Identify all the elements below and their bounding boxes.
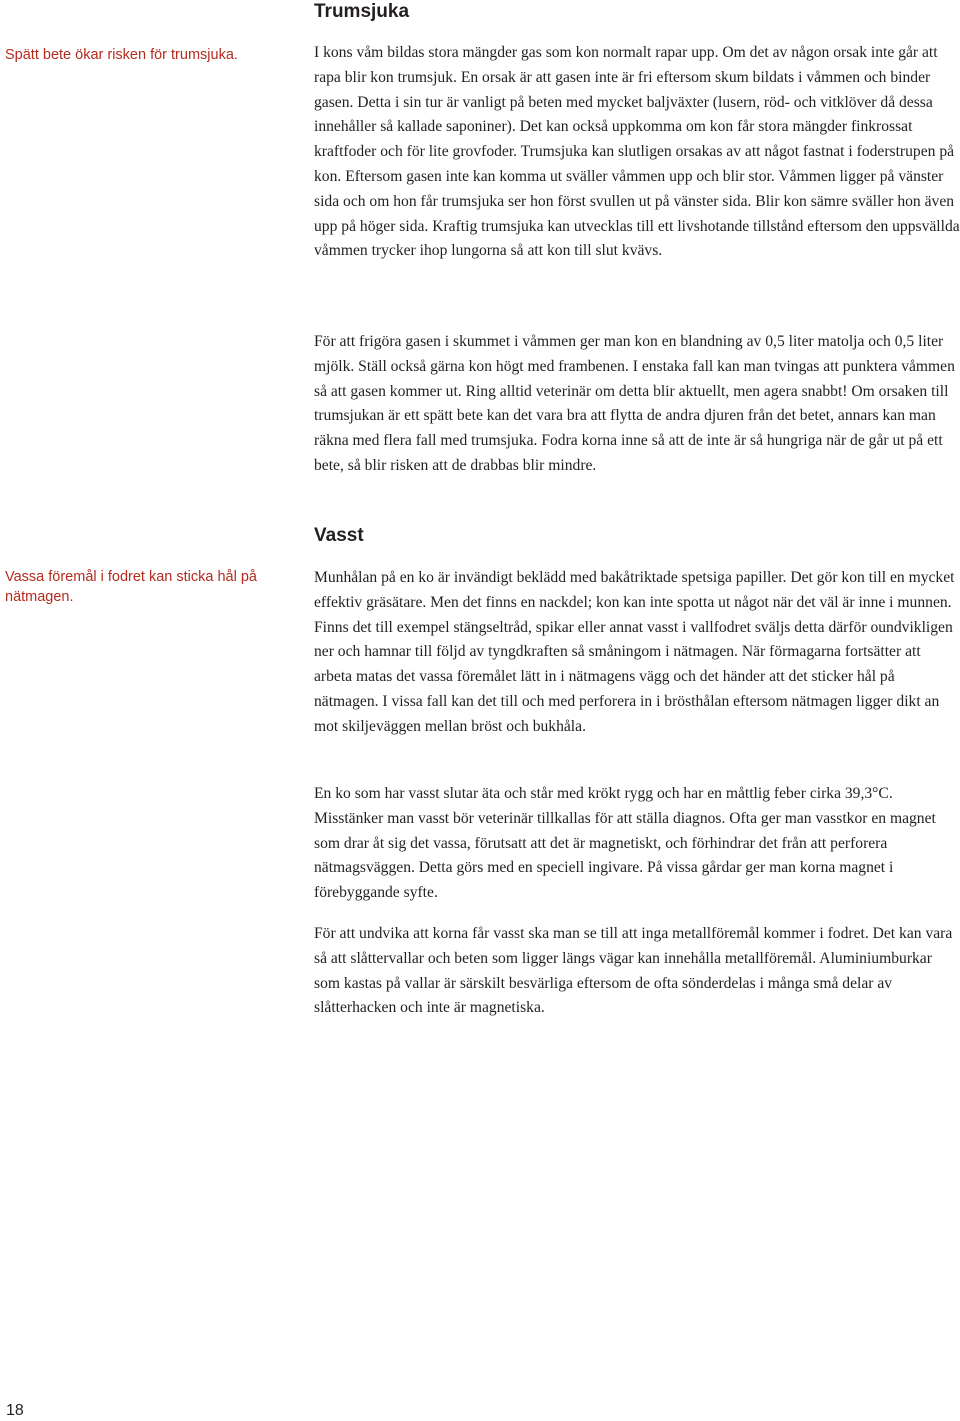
paragraph-trumsjuka-treatment: För att frigöra gasen i skummet i våmmen ger man kon en blandning av 0,5 liter matolja och 0,5 liter mjölk. Ställ också gärna kon högt med frambenen. I enstaka fall kan man tvingas att punktera våmmen så att gasen kommer ut. Ring alltid veterinär om detta blir aktuellt, men agera snabbt! Om orsaken till trumsjukan är ett spätt bete kan det vara bra att flytta de andra djuren från det betet, annars kan man räkna med flera fall med trumsjuka. Fodra korna inne så att de inte är så hungriga när de går ut på ett bete, så blir risken att de drabbas blir mindre. <box>314 333 955 474</box>
section-heading-vasst: Vasst <box>314 525 364 546</box>
paragraph-trumsjuka-causes: I kons våm bildas stora mängder gas som kon normalt rapar upp. Om det av någon orsak inte går att rapa blir kon trumsjuk. En orsak är att gasen inte är fri eftersom skum bildats i våmmen och binder gasen. Detta i sin tur är vanligt på beten med mycket baljväxter (lusern, röd- och vitklöver då dessa innehåller så kallade saponiner). Det kan också uppkomma om kon får stora mängder finkrossat kraftfoder och för lite grovfoder. Trumsjuka kan slutligen orsakas av att något fastnat i foderstrupen på kon. Eftersom gasen inte kan komma ut sväller våmmen upp och blir stor. Våmmen ligger på vänster sida och om hon får trumsjuka ser hon först svullen ut på vänster sida. Blir kon sämre sväller hon även upp på höger sida. Kraftig trumsjuka kan utvecklas till ett livshotande tillstånd eftersom den uppsvällda våmmen trycker ihop lungorna så att kon till slut kvävs. <box>314 44 960 260</box>
sidenote-spatt-bete: Spätt bete ökar risken för trumsjuka. <box>5 47 238 63</box>
paragraph-vasst-symptoms: En ko som har vasst slutar äta och står med krökt rygg och har en måttlig feber cirka 39,3°C. Misstänker man vasst bör veterinär tillkallas för att ställa diagnos. Ofta ger man vasstkor en magnet som drar åt sig det vassa, förutsatt att det är magnetiskt, och förhindrar det från att perforera nätmagsväggen. Detta görs med en speciell ingivare. På vissa gårdar ger man korna magnet i förebyggande syfte. <box>314 785 936 902</box>
sidenote-vassa-foremal: Vassa föremål i fodret kan sticka hål på nätmagen. <box>5 569 257 605</box>
page-number: 18 <box>6 1402 24 1419</box>
section-heading-trumsjuka: Trumsjuka <box>314 1 410 22</box>
paragraph-vasst-prevention: För att undvika att korna får vasst ska man se till att inga metallföremål kommer i fodret. Det kan vara så att slåttervallar och beten som ligger längs vägar kan innehålla metallföremål. Aluminiumburkar som kastas på vallar är särskilt besvärliga eftersom de ofta sönderdelas i många små delar av slåtterhacken och inte är magnetiska. <box>314 925 953 1017</box>
paragraph-vasst-causes: Munhålan på en ko är invändigt beklädd med bakåtriktade spetsiga papiller. Det gör kon till en mycket effektiv gräsätare. Men det finns en nackdel; kon kan inte spotta ut något när det väl är inne i munnen. Finns det till exempel stängseltråd, spikar eller annat vasst i vallfodret sväljs detta därför oundvikligen ner och hamnar till följd av tyngdkraften så småningom i nätmagen. När förmagarna fortsätter att arbeta matas det vassa föremålet lätt in i nätmagens vägg och det händer att det sticker hål på nätmagen. I vissa fall kan det till och med perforera in i brösthålan eftersom nätmagen ligger dikt an mot skiljeväggen mellan bröst och bukhåla. <box>314 569 955 735</box>
